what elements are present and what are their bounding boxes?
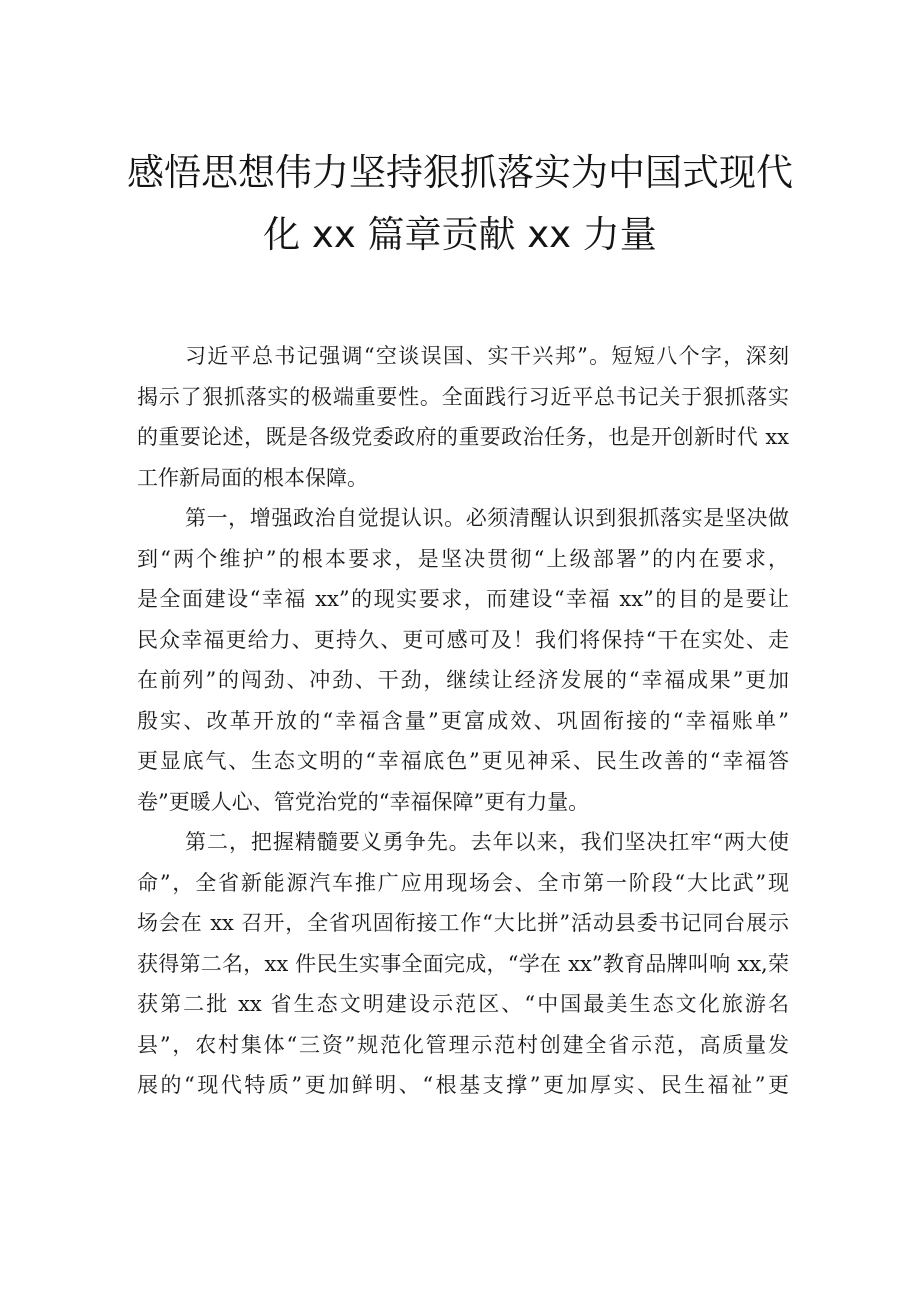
paragraph-second-point [137, 822, 789, 1106]
text-line: 第二，把握精髓要义勇争先。去年以来，我们坚决扛牢“两大使 [185, 830, 789, 854]
text-line: 获第二批 xx 省生态文明建设示范区、“中国最美生态文化旅游名 [137, 992, 789, 1016]
text-line: 揭示了狠抓落实的极端重要性。全面践行习近平总书记关于狠抓落实 [137, 384, 789, 409]
paragraph-first-point [137, 498, 789, 822]
text-line: 县”，农村集体“三资”规范化管理示范村创建全省示范，高质量发 [137, 1032, 789, 1057]
text-line: 是全面建设“幸福 xx”的现实要求，而建设“幸福 xx”的目的是要让 [137, 587, 789, 611]
text-line: 第一，增强政治自觉提认识。必须清醒认识到狠抓落实是坚决做 [185, 506, 789, 530]
title-line-1: 感悟思想伟力坚持狠抓落实为中国式现代 [127, 151, 793, 194]
document-title [100, 142, 820, 266]
text-line: 习近平总书记强调“空谈误国、实干兴邦”。短短八个字，深刻 [185, 344, 789, 368]
text-line: 到“两个维护”的根本要求，是坚决贯彻“上级部署”的内在要求， [137, 546, 789, 571]
text-line: 工作新局面的根本保障。 [137, 465, 368, 490]
text-line: 的重要论述，既是各级党委政府的重要政治任务，也是开创新时代 xx [137, 425, 789, 449]
text-line: 殷实、改革开放的“幸福含量”更富成效、巩固衔接的“幸福账单” [137, 708, 789, 733]
text-line: 场会在 xx 召开，全省巩固衔接工作“大比拼”活动县委书记同台展示 [137, 911, 789, 935]
text-line: 民众幸福更给力、更持久、更可感可及！我们将保持“干在实处、走 [137, 627, 789, 652]
text-line: 卷”更暖人心、管党治党的“幸福保障”更有力量。 [137, 789, 590, 814]
text-line: 获得第二名，xx 件民生实事全面完成，“学在 xx”教育品牌叫响 xx,荣 [137, 951, 789, 976]
document-body [137, 336, 789, 1106]
text-line: 展的“现代特质”更加鲜明、“根基支撑”更加厚实、民生福祉”更 [137, 1073, 789, 1097]
title-line-2: 化 xx 篇章贡献 xx 力量 [263, 213, 657, 256]
text-line: 在前列”的闯劲、冲劲、干劲，继续让经济发展的“幸福成果”更加 [137, 668, 789, 692]
paragraph-intro [137, 336, 789, 498]
text-line: 更显底气、生态文明的“幸福底色”更见神采、民生改善的“幸福答 [137, 749, 789, 773]
text-line: 命”，全省新能源汽车推广应用现场会、全市第一阶段“大比武”现 [137, 870, 789, 895]
